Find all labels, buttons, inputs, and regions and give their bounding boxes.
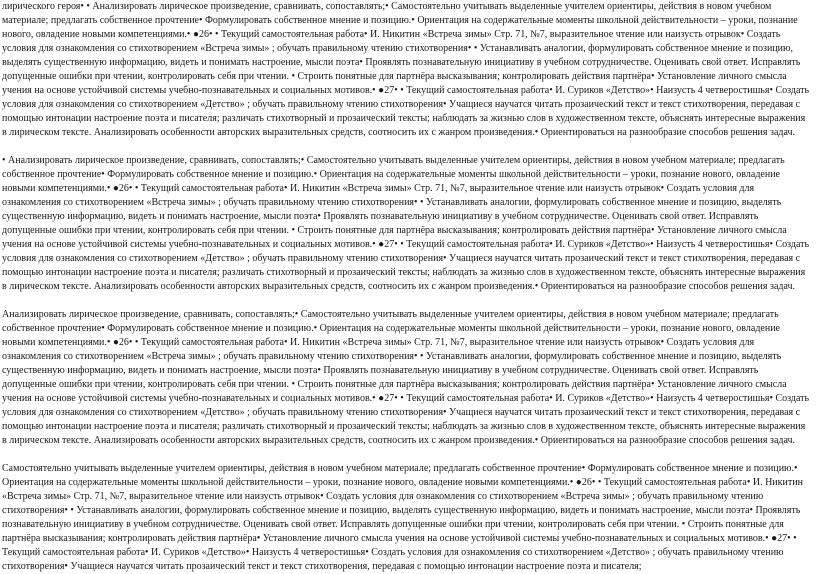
paragraph-text: • Анализировать лирическое произведение, сравнивать, сопоставлять;• Самостоятельно учитывать выделенные учителем ориентиры, действия в новом учебном материале; предлагать собственное прочтение• Формулировать собственное мнение и позицию.• Ориентация на содержательные моменты школьной действительности – уроки, познание нового, овладение новыми компетенциями.• ●26• • Текущий самостоятельная работа• И. Никитин «Встреча зимы» Стр. 71, №7, выразительное чтение или наизусть отрывок• Создать условия для ознакомления со стихотворением «Встреча зимы» ; обучать правильному чтению стихотворения• • Устанавливать аналогии, формулировать собственное мнение и позицию, выделять существенную информацию, видеть и понимать настроение, мысли поэта• Проявлять познавательную инициативу в учебном сотрудничестве. Оценивать свой ответ. Исправлять допущенные ошибки при чтении, контролировать себя при чтении. • Строить понятные для партнёра высказывания; контролировать действия партнёра• Установление личного смысла учения на основе устойчивой системы учебно-познавательных и социальных мотивов.• ●27• • Текущий самостоятельная работа• И. Суриков «Детство»• Наизусть 4 четверостишья• Создать условия для ознакомления со стихотворением «Детство» ; обучать правильному чтению стихотворения• Учащиеся научатся читать прозаический текст и текст стихотворения, передавая с помощью интонации настроение поэта и писателя; различать стихотворный и прозаический тексты; наблюдать за жизнью слов в художественном тексте, объяснять интересные выражения в лирическом тексте. Анализировать особенности авторских выразительных средств, соотносить их с жанром произведения.• Ориентироваться на разнообразие способов решения задач. — [2, 155, 810, 292]
paragraph-text: Анализировать лирическое произведение, сравнивать, сопоставлять;• Самостоятельно учитывать выделенные учителем ориентиры, действия в новом учебном материале; предлагать собственное прочтение• Формулировать собственное мнение и позицию.• Ориентация на содержательные моменты школьной действительности – уроки, познание нового, овладение новыми компетенциями.• ●26• • Текущий самостоятельная работа• И. Никитин «Встреча зимы» Стр. 71, №7, выразительное чтение или наизусть отрывок• Создать условия для ознакомления со стихотворением «Встреча зимы» ; обучать правильному чтению стихотворения• • Устанавливать аналогии, формулировать собственное мнение и позицию, выделять существенную информацию, видеть и понимать настроение, мысли поэта• Проявлять познавательную инициативу в учебном сотрудничестве. Оценивать свой ответ. Исправлять допущенные ошибки при чтении, контролировать себя при чтении. • Строить понятные для партнёра высказывания; контролировать действия партнёра• Установление личного смысла учения на основе устойчивой системы учебно-познавательных и социальных мотивов.• ●27• • Текущий самостоятельная работа• И. Суриков «Детство»• Наизусть 4 четверостишья• Создать условия для ознакомления со стихотворением «Детство» ; обучать правильному чтению стихотворения• Учащиеся научатся читать прозаический текст и текст стихотворения, передавая с помощью интонации настроение поэта и писателя; различать стихотворный и прозаический тексты; наблюдать за жизнью слов в художественном тексте, объяснять интересные выражения в лирическом тексте. Анализировать особенности авторских выразительных средств, соотносить их с жанром произведения.• Ориентироваться на разнообразие способов решения задач. — [2, 309, 810, 446]
paragraph-text: Самостоятельно учитывать выделенные учителем ориентиры, действия в новом учебном материале; предлагать собственное прочтение• Формулировать собственное мнение и позицию.• Ориентация на содержательные моменты школьной действительности – уроки, познание нового, овладение новыми компетенциями.• ●26• • Текущий самостоятельная работа• И. Никитин «Встреча зимы» Стр. 71, №7, выразительное чтение или наизусть отрывок• Создать условия для ознакомления со стихотворением «Встреча зимы» ; обучать правильному чтению стихотворения• • Устанавливать аналогии, формулировать собственное мнение и позицию, выделять существенную информацию, видеть и понимать настроение, мысли поэта• Проявлять познавательную инициативу в учебном сотрудничестве. Оценивать свой ответ. Исправлять допущенные ошибки при чтении, контролировать себя при чтении. • Строить понятные для партнёра высказывания; контролировать действия партнёра• Установление личного смысла учения на основе устойчивой системы учебно-познавательных и социальных мотивов.• ●27• • Текущий самостоятельная работа• И. Суриков «Детство»• Наизусть 4 четверостишья• Создать условия для ознакомления со стихотворением «Детство» ; обучать правильному чтению стихотворения• Учащиеся научатся читать прозаический текст и текст стихотворения, передавая с помощью интонации настроение поэта и писателя; — [2, 463, 803, 572]
paragraph-text: лирического героя• • Анализировать лирическое произведение, сравнивать, сопоставлять;• Самостоятельно учитывать выделенные учителем ориентиры, действия в новом учебном материале; предлагать собственное прочтение• Формулировать собственное мнение и позицию.• Ориентация на содержательные моменты школьной действительности – уроки, познание нового, овладение новыми компетенциями.• ●26• • Текущий самостоятельная работа• И. Никитин «Встреча зимы» Стр. 71, №7, выразительное чтение или наизусть отрывок• Создать условия для ознакомления со стихотворением «Встреча зимы» ; обучать правильному чтению стихотворения• • Устанавливать аналогии, формулировать собственное мнение и позицию, выделять существенную информацию, видеть и понимать настроение, мысли поэта• Проявлять познавательную инициативу в учебном сотрудничестве. Оценивать свой ответ. Исправлять допущенные ошибки при чтении, контролировать себя при чтении. • Строить понятные для партнёра высказывания; контролировать действия партнёра• Установление личного смысла учения на основе устойчивой системы учебно-познавательных и социальных мотивов.• ●27• • Текущий самостоятельная работа• И. Суриков «Детство»• Наизусть 4 четверостишья• Создать условия для ознакомления со стихотворением «Детство» ; обучать правильному чтению стихотворения• Учащиеся научатся читать прозаический текст и текст стихотворения, передавая с помощью интонации настроение поэта и писателя; различать стихотворный и прозаический тексты; наблюдать за жизнью слов в художественном тексте, объяснять интересные выражения в лирическом тексте. Анализировать особенности авторских выразительных средств, соотносить их с жанром произведения.• Ориентироваться на разнообразие способов решения задач. — [2, 1, 810, 138]
text-paragraph-1 — [2, 0, 810, 140]
text-paragraph-2 — [2, 154, 810, 294]
text-paragraph-4 — [2, 462, 810, 574]
text-paragraph-3 — [2, 308, 810, 448]
